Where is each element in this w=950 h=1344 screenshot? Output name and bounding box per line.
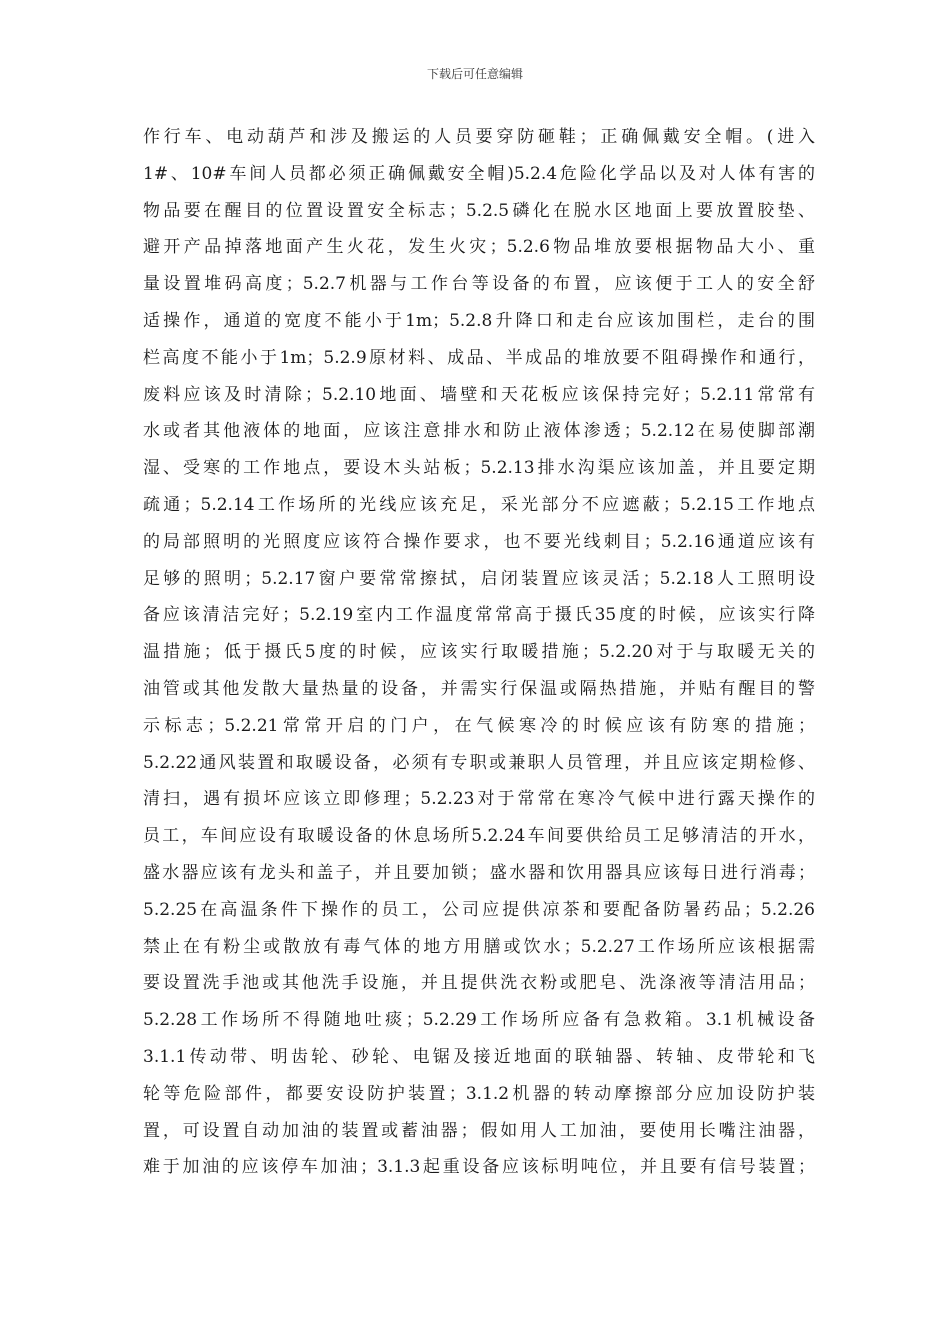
text-line: 作行车、电动葫芦和涉及搬运的人员要穿防砸鞋；正确佩戴安全帽。(进入	[143, 127, 815, 147]
text-line: 疏通；5.2.14工作场所的光线应该充足，采光部分不应遮蔽；5.2.15工作地点	[143, 494, 815, 515]
page-header: 下载后可任意编辑	[426, 67, 523, 81]
text-line: 员工，车间应设有取暖设备的休息场所5.2.24车间要供给员工足够清洁的开水，	[143, 826, 815, 847]
text-line: 栏高度不能小于1m；5.2.9原材料、成品、半成品的堆放要不阻碍操作和通行，	[143, 347, 815, 368]
text-line: 要设置洗手池或其他洗手设施，并且提供洗衣粉或肥皂、洗涤液等清洁用品；	[143, 973, 815, 994]
text-line: 5.2.25在高温条件下操作的员工，公司应提供凉茶和要配备防暑药品；5.2.26	[143, 899, 815, 920]
text-line: 1#、10#车间人员都必须正确佩戴安全帽)5.2.4危险化学品以及对人体有害的	[143, 163, 815, 184]
text-line: 油管或其他发散大量热量的设备，并需实行保温或隔热措施，并贴有醒目的警	[143, 678, 815, 699]
document-body	[143, 119, 815, 1186]
text-line: 轮等危险部件，都要安设防护装置；3.1.2机器的转动摩擦部分应加设防护装	[143, 1083, 815, 1104]
text-line: 废料应该及时清除；5.2.10地面、墙壁和天花板应该保持完好；5.2.11常常有	[143, 384, 815, 405]
text-line: 示标志；5.2.21常常开启的门户，在气候寒冷的时候应该有防寒的措施；	[143, 715, 815, 736]
text-line: 禁止在有粉尘或散放有毒气体的地方用膳或饮水；5.2.27工作场所应该根据需	[143, 936, 815, 957]
text-line: 置，可设置自动加油的装置或蓄油器；假如用人工加油，要使用长嘴注油器，	[143, 1120, 815, 1141]
text-line: 足够的照明；5.2.17窗户要常常擦拭，启闭装置应该灵活；5.2.18人工照明设	[143, 568, 815, 589]
text-line: 水或者其他液体的地面，应该注意排水和防止液体渗透；5.2.12在易使脚部潮	[143, 421, 815, 442]
text-line: 温措施；低于摄氏5度的时候，应该实行取暖措施；5.2.20对于与取暖无关的	[143, 642, 815, 663]
text-line: 备应该清洁完好；5.2.19室内工作温度常常高于摄氏35度的时候，应该实行降	[143, 605, 815, 626]
text-line: 清扫，遇有损坏应该立即修理；5.2.23对于常常在寒冷气候中进行露天操作的	[143, 789, 815, 810]
text-line: 物品要在醒目的位置设置安全标志；5.2.5磷化在脱水区地面上要放置胶垫、	[143, 200, 815, 221]
text-line: 5.2.22通风装置和取暖设备，必须有专职或兼职人员管理，并且应该定期检修、	[143, 752, 815, 773]
text-line: 3.1.1传动带、明齿轮、砂轮、电锯及接近地面的联轴器、转轴、皮带轮和飞	[143, 1046, 815, 1067]
text-line: 量设置堆码高度；5.2.7机器与工作台等设备的布置，应该便于工人的安全舒	[143, 274, 815, 295]
text-line: 避开产品掉落地面产生火花，发生火灾；5.2.6物品堆放要根据物品大小、重	[143, 237, 815, 258]
text-line: 难于加油的应该停车加油；3.1.3起重设备应该标明吨位，并且要有信号装置；	[143, 1157, 815, 1178]
text-line: 适操作，通道的宽度不能小于1m；5.2.8升降口和走台应该加围栏，走台的围	[143, 310, 815, 331]
text-line: 盛水器应该有龙头和盖子，并且要加锁；盛水器和饮用器具应该每日进行消毒；	[143, 862, 815, 883]
text-line: 5.2.28工作场所不得随地吐痰；5.2.29工作场所应备有急救箱。3.1机械设备	[143, 1010, 815, 1031]
text-line: 湿、受寒的工作地点，要设木头站板；5.2.13排水沟渠应该加盖，并且要定期	[143, 458, 815, 479]
text-line: 的局部照明的光照度应该符合操作要求，也不要光线刺目；5.2.16通道应该有	[143, 531, 815, 552]
